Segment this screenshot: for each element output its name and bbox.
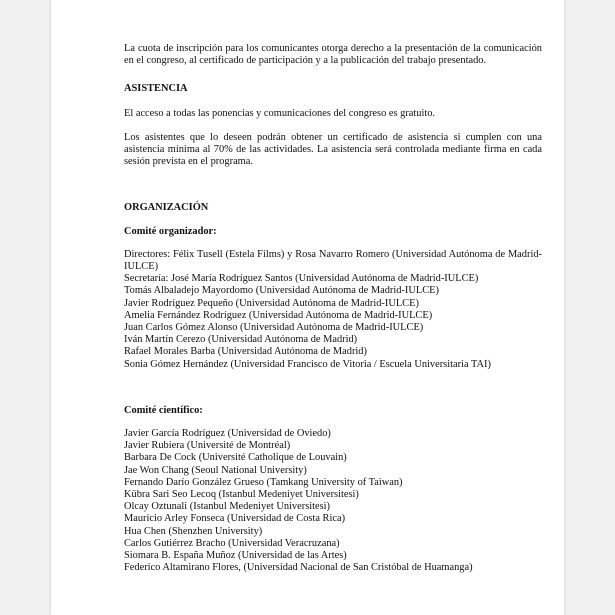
asistencia-paragraph-1: El acceso a todas las ponencias y comunicaciones del congreso es gratuito. [124,107,436,119]
list-item: Hua Chen (Shenzhen University) [124,525,263,537]
list-item: Federico Altamirano Flores, (Universidad Nacional de San Cristóbal de Huamanga) [124,562,473,574]
comite-organizador-heading: Comité organizador: [124,225,217,237]
list-item: Rafael Morales Barba (Universidad Autónoma de Madrid) [124,346,367,358]
comite-organizador-list [124,249,542,371]
list-item: Siomara B. España Muñoz (Universidad de las Artes) [124,550,347,562]
list-item: Jae Won Chang (Seoul National University) [124,464,307,476]
document-page [51,0,564,615]
list-item: Amelia Fernández Rodríguez (Universidad Autónoma de Madrid-IULCE) [124,309,433,321]
list-item: Sonia Gómez Hernández (Universidad Francisco de Vitoria / Escuela Universitaria TAI) [124,358,491,370]
organizacion-heading: ORGANIZACIÓN [124,202,209,214]
asistencia-heading: ASISTENCIA [124,83,188,95]
list-item: Javier Rubiera (Université de Montréal) [124,440,291,452]
list-item: Kübra Sari Seo Lecoq (Istanbul Medeniyet Universitesi) [124,489,359,501]
list-item: Directores: Félix Tusell (Estela Films) y Rosa Navarro Romero (Universidad Autónoma de Madrid-IULCE) [124,248,542,273]
asistencia-paragraph-2: Los asistentes que lo deseen podrán obtener un certificado de asistencia si cumplen con una asistencia mínima al 70% de las actividades. La asistencia será controlada mediante firma en cada sesión prevista en el programa. [124,131,542,168]
list-item: Juan Carlos Gómez Alonso (Universidad Autónoma de Madrid-IULCE) [124,322,424,334]
comite-cientifico-heading: Comité científico: [124,404,203,416]
comite-cientifico-list [124,428,542,574]
list-item: Javier Rodríguez Pequeño (Universidad Autónoma de Madrid-IULCE) [124,297,419,309]
page-content [124,43,542,575]
list-item: Iván Martín Cerezo (Universidad Autónoma de Madrid) [124,334,358,346]
list-item: Carlos Gutiérrez Bracho (Universidad Veracruzana) [124,537,340,549]
list-item: Barbara De Cock (Université Catholique de Louvain) [124,452,347,464]
list-item: Javier García Rodríguez (Universidad de Oviedo) [124,428,331,440]
list-item: Fernando Darío González Grueso (Tamkang University of Taiwan) [124,476,403,488]
list-item: Secretaría: José María Rodríguez Santos (Universidad Autónoma de Madrid-IULCE) [124,273,479,285]
list-item: Olcay Oztunali (Istanbul Medeniyet Universitesi) [124,501,331,513]
intro-paragraph: La cuota de inscripción para los comunicantes otorga derecho a la presentación de la comunicación en el congreso, al certificado de participación y a la publicación del trabajo presentado. [124,43,542,67]
list-item: Tomás Albaladejo Mayordomo (Universidad Autónoma de Madrid-IULCE) [124,285,439,297]
list-item: Mauricio Arley Fonseca (Universidad de Costa Rica) [124,513,346,525]
